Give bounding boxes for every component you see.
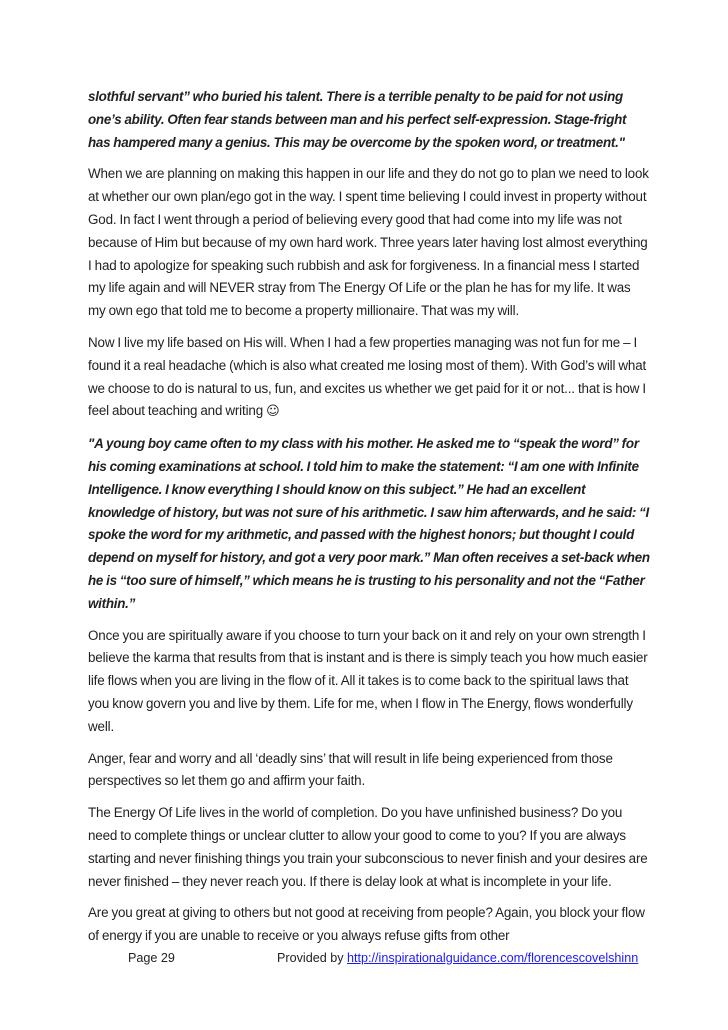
- body-paragraph: Anger, fear and worry and all ‘deadly sins’ that will result in life being experienced from those perspectives so let them go and affirm your faith.: [88, 750, 613, 789]
- body-paragraph: Once you are spiritually aware if you choose to turn your back on it and rely on your own strength I believe the karma that results from that is instant and is there is simply teach you how much easier life flows when you are living in the flow of it. All it takes is to come back to the spiritual laws that you know govern you and live by them. Life for me, when I flow in The Energy, flows wonderfully well.: [88, 627, 648, 734]
- body-paragraph: [88, 332, 650, 424]
- quote-paragraph: slothful servant” who buried his talent. There is a terrible penalty to be paid for not using one’s ability. Often fear stands between man and his perfect self-expression. Stage-fright has hampered many a genius. This may be overcome by the spoken word, or treatment.": [88, 89, 627, 150]
- body-paragraph: The Energy Of Life lives in the world of completion. Do you have unfinished business? Do you need to complete things or unclear clutter to allow your good to come to you? If you are always starting and never finishing things you train your subconscious to never finish and your desires are never finished – they never reach you. If there is delay look at what is incomplete in your life.: [88, 805, 648, 889]
- paragraph-text: Now I live my life based on His will. When I had a few properties managing was not fun for me – I found it a real headache (which is also what created me losing most of them). With God’s will what we choose to do is natural to us, fun, and excites us whether we get paid for it or not... that is how I feel about teaching and writing: [88, 334, 647, 419]
- provided-by-label: Provided by: [277, 951, 344, 965]
- document-body: [88, 86, 650, 957]
- body-paragraph: Are you great at giving to others but not good at receiving from people? Again, you block your flow of energy if you are unable to receive or you always refuse gifts from other: [88, 905, 645, 944]
- body-paragraph: When we are planning on making this happen in our life and they do not go to plan we need to look at whether our own plan/ego got in the way. I spent time believing I could invest in property without God. In fact I went through a period of believing every good that had come into my life was not because of Him but because of my own hard work. Three years later having lost almost everything I had to apologize for speaking such rubbish and ask for forgiveness. In a financial mess I started my life again and will NEVER stray from The Energy Of Life or the plan he has for my life. It was my own ego that told me to become a property millionaire. That was my will.: [88, 166, 649, 319]
- quote-paragraph: "A young boy came often to my class with his mother. He asked me to “speak the word” for his coming examinations at school. I told him to make the statement: “I am one with Infinite Intelligence. I know everything I should know on this subject.” He had an excellent knowledge of history, but was not sure of his arithmetic. I saw him afterwards, and he said: “I spoke the word for my arithmetic, and passed with the highest honors; but thought I could depend on myself for history, and got a very poor mark.” Man often receives a set-back when he is “too sure of himself,” which means he is trusting to his personality and not the “Father within.”: [88, 436, 650, 611]
- attribution: [277, 951, 638, 965]
- page-number: Page 29: [128, 951, 175, 965]
- smiley-icon: ☺: [266, 404, 280, 420]
- source-link[interactable]: http://inspirationalguidance.com/florencescovelshinn: [347, 951, 639, 965]
